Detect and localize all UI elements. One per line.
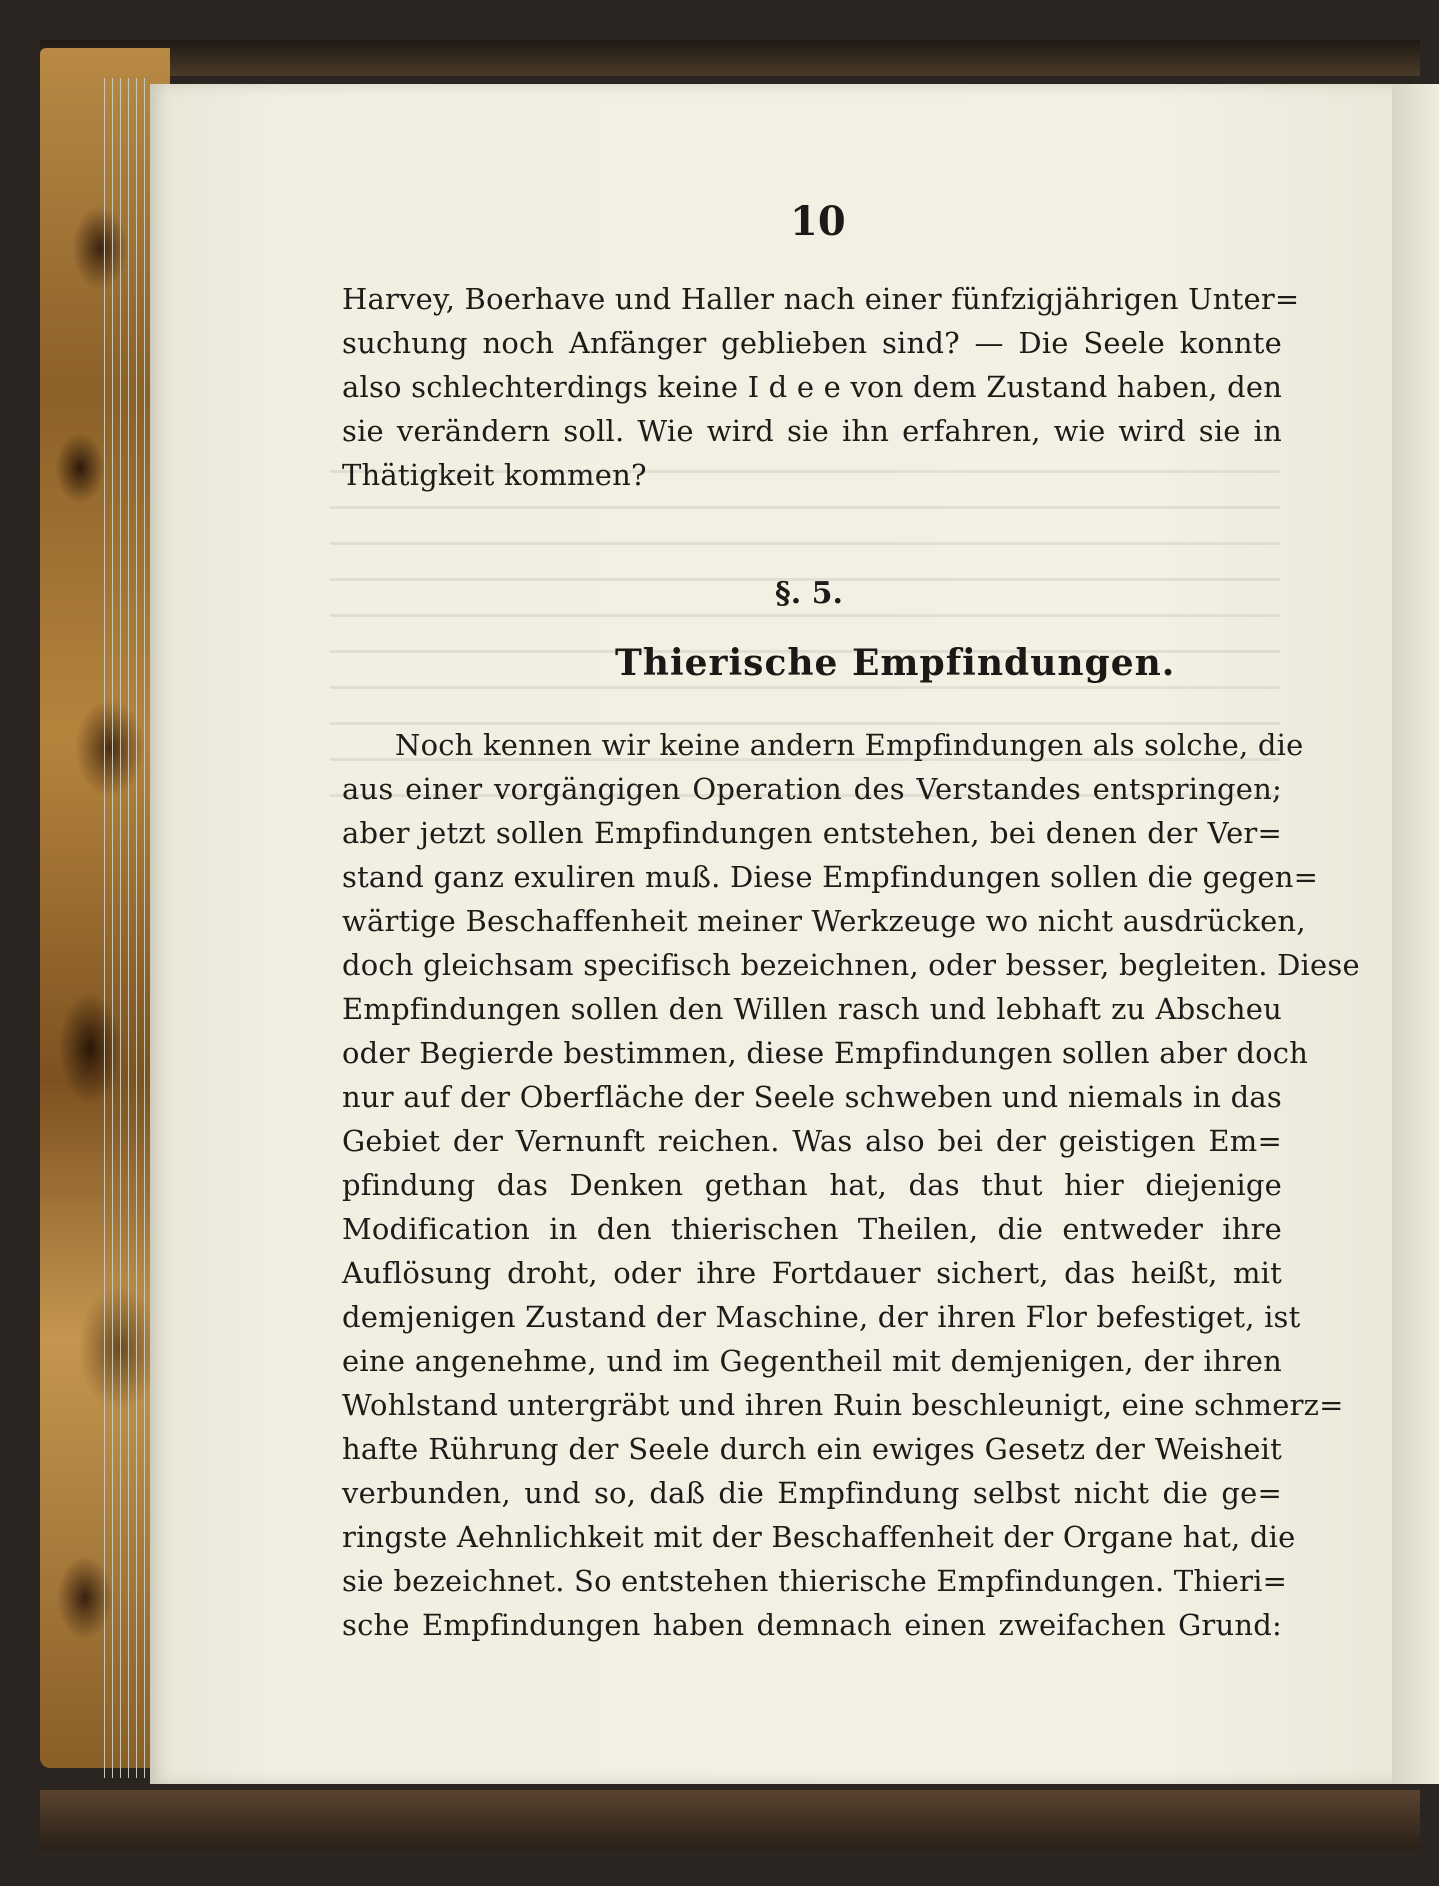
- text-line: verbunden, und so, daß die Empfindung selbst nicht die ge=: [342, 1476, 1282, 1510]
- page-edge: [136, 78, 137, 1778]
- text-line: ringste Aehnlichkeit mit der Beschaffenheit der Organe hat, die: [342, 1520, 1296, 1554]
- book-cover-top-edge: [40, 40, 1420, 76]
- text-line: demjenigen Zustand der Maschine, der ihren Flor befestiget, ist: [342, 1300, 1301, 1334]
- text-line: suchung noch Anfänger geblieben sind? — Die Seele konnte: [342, 326, 1282, 360]
- section-number: §. 5.: [775, 576, 843, 611]
- page-edge: [112, 78, 113, 1778]
- facing-page-edge: [1392, 84, 1439, 1784]
- text-line: nur auf der Oberfläche der Seele schweben und niemals in das: [342, 1080, 1282, 1114]
- text-line: Harvey, Boerhave und Haller nach einer fünfzigjährigen Unter=: [342, 282, 1300, 316]
- text-line: aus einer vorgängigen Operation des Verstandes entspringen;: [342, 772, 1282, 806]
- page-edge: [104, 78, 105, 1778]
- section-title: Thierische Empfindungen.: [615, 642, 1176, 684]
- text-line: sie verändern soll. Wie wird sie ihn erfahren, wie wird sie in: [342, 414, 1282, 448]
- text-line: stand ganz exuliren muß. Diese Empfindungen sollen die gegen=: [342, 860, 1319, 894]
- text-line: aber jetzt sollen Empfindungen entstehen, bei denen der Ver=: [342, 816, 1282, 850]
- text-line: sie bezeichnet. So entstehen thierische Empfindungen. Thieri=: [342, 1564, 1288, 1598]
- text-line: pfindung das Denken gethan hat, das thut hier diejenige: [342, 1168, 1282, 1202]
- text-line: Noch kennen wir keine andern Empfindungen als solche, die: [395, 728, 1304, 762]
- text-line: wärtige Beschaffenheit meiner Werkzeuge wo nicht ausdrücken,: [342, 904, 1306, 938]
- page-edge: [120, 78, 121, 1778]
- text-line: hafte Rührung der Seele durch ein ewiges Gesetz der Weisheit: [342, 1432, 1282, 1466]
- text-line: Modification in den thierischen Theilen, die entweder ihre: [342, 1212, 1282, 1246]
- page-edge: [128, 78, 129, 1778]
- text-line: eine angenehme, und im Gegentheil mit demjenigen, der ihren: [342, 1344, 1282, 1378]
- text-line: Thätigkeit kommen?: [342, 458, 647, 492]
- page-edge: [144, 78, 145, 1778]
- text-line: Gebiet der Vernunft reichen. Was also bei der geistigen Em=: [342, 1124, 1282, 1158]
- page-number: 10: [790, 198, 846, 245]
- text-line: Wohlstand untergräbt und ihren Ruin beschleunigt, eine schmerz=: [342, 1388, 1344, 1422]
- text-line: also schlechterdings keine I d e e von dem Zustand haben, den: [342, 370, 1283, 404]
- book-cover-bottom-edge: [40, 1790, 1420, 1850]
- text-line: Empfindungen sollen den Willen rasch und lebhaft zu Abscheu: [342, 992, 1282, 1026]
- text-line: oder Begierde bestimmen, diese Empfindungen sollen aber doch: [342, 1036, 1309, 1070]
- text-line: sche Empfindungen haben demnach einen zweifachen Grund:: [342, 1608, 1282, 1642]
- text-line: doch gleichsam specifisch bezeichnen, oder besser, begleiten. Diese: [342, 948, 1360, 982]
- text-line: Auflösung droht, oder ihre Fortdauer sichert, das heißt, mit: [342, 1256, 1282, 1290]
